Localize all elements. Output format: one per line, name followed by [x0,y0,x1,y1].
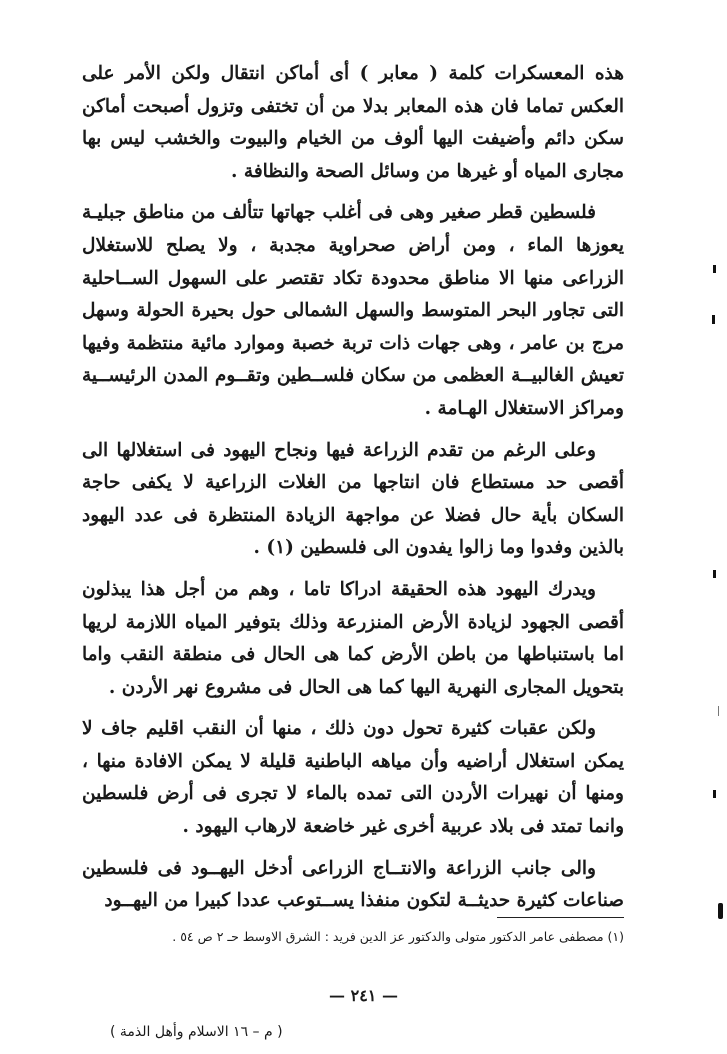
paragraph-4: ويدرك اليهود هذه الحقيقة ادراكا تاما ، وهم من أجل هذا يبذلون أقصى الجهود لزيادة الأرض المنزرعة وذلك بتوفير المياه اللازمة لريها اما باستنباطها من باطن الأرض كما هى الحال فى منطقة النقب واما بتحويل المجارى النهرية اليها كما هى الحال فى مشروع نهر الأردن . [82,578,624,698]
page-number: — ٢٤١ — [329,986,398,1005]
margin-speck [713,570,716,578]
paragraph-2: فلسطين قطر صغير وهى فى أغلب جهاتها تتألف من مناطق جبليـة يعوزها الماء ، ومن أراض صحراوية مجدبة ، ولا يصلح للاستغلال الزراعى منها الا مناطق محدودة تكاد تقتصر على السهول الســاحلية التى تجاور البحر المتوسط والسهل الشمالى حول بحيرة الحولة وسهل مرج بن عامر ، وهى جهات ذات تربة خصبة وموارد مائية منتظمة وفيها تعيش الغالبيــة العظمى من سكان فلســطين وتقــوم المدن الرئيســية ومراكز الاستغلال الهـامة . [82,202,624,419]
margin-speck [713,265,716,273]
margin-speck [718,903,723,919]
paragraph-1: هذه المعسكرات كلمة ( معابر ) أى أماكن انتقال ولكن الأمر على العكس تماما فان هذه المعابر بدلا من أن تختفى وتزول أصبحت أماكن سكن دائم وأضيفت اليها ألوف من الخيام والبيوت والخشب ليس بها مجارى المياه أو غيرها من وسائل الصحة والنظافة . [82,63,624,182]
paragraph-3: وعلى الرغم من تقدم الزراعة فيها ونجاح اليهود فى استغلالها الى أقصى حد مستطاع فان انتاجها من الغلات الزراعية لا يكفى حاجة السكان بأية حال فضلا عن مواجهة الزيادة المنتظرة فى عدد اليهود بالذين وفدوا وما زالوا يفدون الى فلسطين (١) . [82,439,624,559]
body-text [82,58,624,927]
paragraph-6: والى جانب الزراعة والانتــاج الزراعى أدخل اليهــود فى فلسطين صناعات كثيرة حديثــة لتكون منفذا يســتوعب عددا كبيرا من اليهــود [82,857,624,912]
margin-speck [712,315,715,324]
margin-speck [713,790,716,798]
footnote-divider [497,917,624,918]
signature-mark: ( م – ١٦ الاسلام وأهل الذمة ) [110,1024,283,1040]
margin-speck [718,706,719,716]
paragraph-5: ولكن عقبات كثيرة تحول دون ذلك ، منها أن النقب اقليم جاف لا يمكن استغلال أراضيه وأن مياهه الباطنية قليلة لا يمكن الافادة منها ، ومنها أن نهيرات الأردن التى تمده بالماء لا تجرى فى أرض فلسطين وانما تمتد فى بلاد عربية أخرى غير خاضعة لارهاب اليهود . [82,718,624,838]
footnote: (١) مصطفى عامر الدكتور متولى والدكتور عز الدين فريد : الشرق الاوسط حـ ٢ ص ٥٤ . [172,929,624,944]
